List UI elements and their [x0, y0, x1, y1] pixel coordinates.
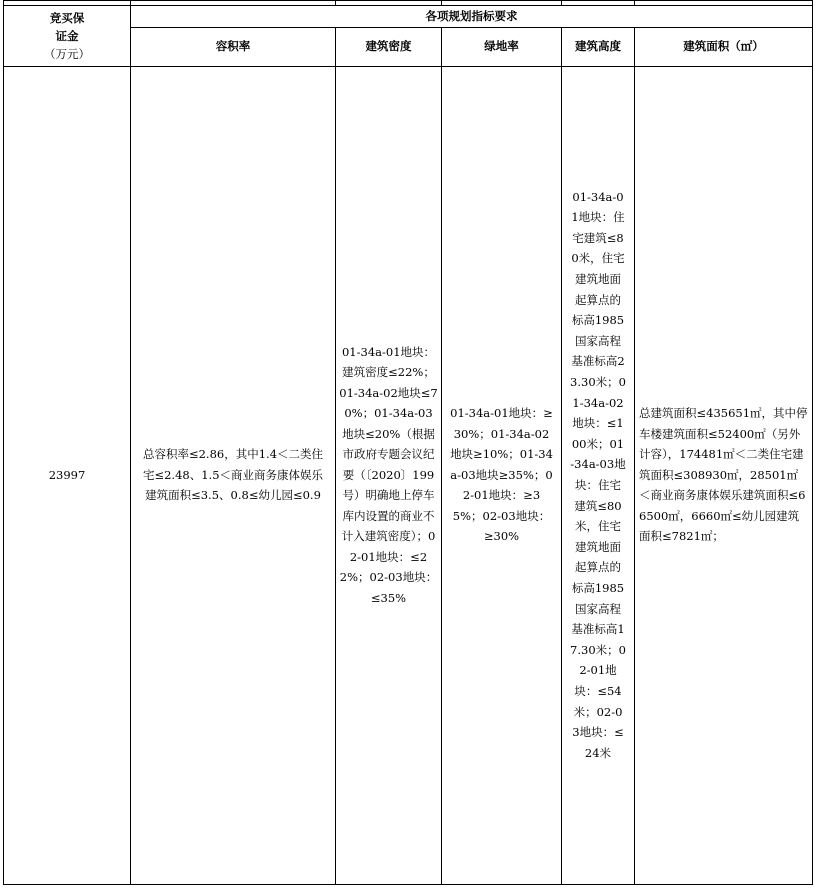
- deposit-header-line-1: 竞买保: [49, 10, 85, 25]
- green-ratio-header: 绿地率: [442, 27, 562, 66]
- building-density-header: 建筑密度: [336, 27, 442, 66]
- plot-ratio-text: 总容积率≤2.86，其中1.4＜二类住宅≤2.48、1.5＜商业商务康体娱乐建筑面积≤3.5、0.8≤幼儿园≤0.9: [142, 447, 324, 503]
- building-density-cell: [336, 66, 442, 884]
- data-row: [4, 66, 813, 884]
- planning-requirements-header: 各项规划指标要求: [131, 6, 813, 28]
- header-row-group: [4, 6, 813, 28]
- building-height-cell: [562, 66, 635, 884]
- building-height-header: [562, 27, 635, 66]
- floor-area-text: 总建筑面积≤435651㎡，其中停车楼建筑面积≤52400㎡（另外计容），174481㎡＜二类住宅建筑面积≤308930㎡，28501㎡＜商业商务康体娱乐建筑面积≤66500㎡，6660㎡≤幼儿园建筑面积≤7821㎡；: [639, 406, 808, 544]
- building-density-text: 01-34a-01地块：建筑密度≤22%；01-34a-02地块≤70%；01-34a-03地块≤20%（根据市政府专题会议纪要（〔2020〕199号）明确地上停车库内设置的商业不计入建筑密度）；02-01地块：≤22%；02-03地块：≤35%: [339, 344, 438, 605]
- floor-area-header: 建筑面积（㎡）: [635, 27, 813, 66]
- deposit-header-cell: [4, 6, 131, 67]
- indicator-grid: [3, 0, 813, 885]
- deposit-header-line-3: （万元）: [44, 46, 90, 61]
- plot-ratio-cell: [131, 66, 336, 884]
- plot-ratio-header: 容积率: [131, 27, 336, 66]
- building-height-header-text: 建筑高度: [575, 39, 621, 54]
- deposit-value-cell: 23997: [4, 66, 131, 884]
- building-height-text: 01-34a-01地块：住宅建筑≤80米，住宅建筑地面起算点的标高1985国家高程基准标高23.30米；01-34a-02地块：≤100米；01-34a-03地块：住宅建筑≤80米，住宅建筑地面起算点的标高1985国家高程基准标高17.30米；02-01地块：≤54米；02-03地块：≤24米: [570, 189, 626, 760]
- green-ratio-text: 01-34a-01地块：≥30%；01-34a-02地块≥10%；01-34a-03地块≥35%；02-01地块：≥35%；02-03地块：≥30%: [450, 406, 553, 544]
- green-ratio-cell: [442, 66, 562, 884]
- floor-area-cell: [635, 66, 813, 884]
- deposit-header-line-2: 证金: [55, 28, 79, 43]
- planning-indicator-table: [3, 0, 812, 887]
